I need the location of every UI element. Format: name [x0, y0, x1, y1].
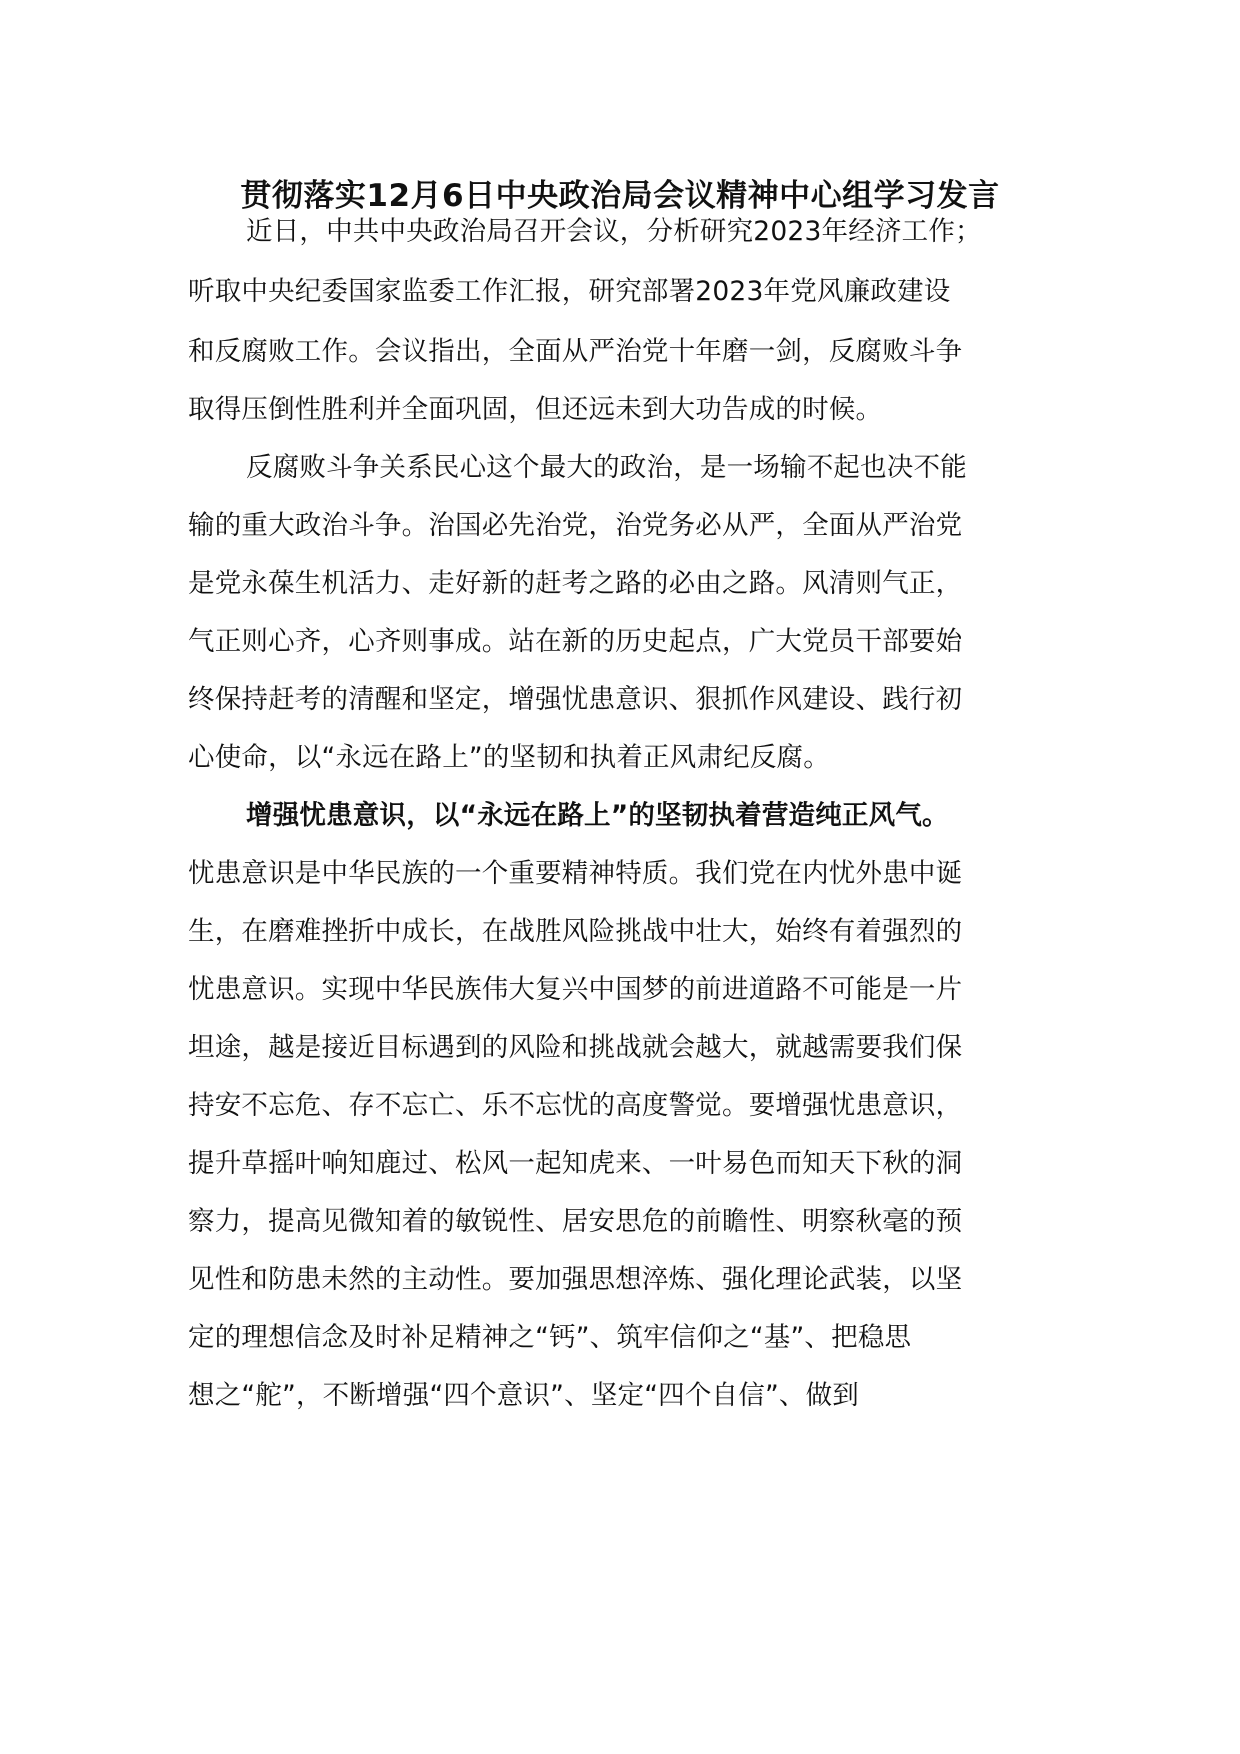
paragraph-line: 提升草摇叶响知鹿过、松风一起知虎来、一叶易色而知天下秋的洞	[188, 1148, 963, 1179]
paragraph-line: 忧患意识。实现中华民族伟大复兴中国梦的前进道路不可能是一片	[188, 974, 963, 1005]
paragraph-line: 是党永葆生机活力、走好新的赶考之路的必由之路。风清则气正，	[188, 568, 963, 599]
paragraph-line: 气正则心齐，心齐则事成。站在新的历史起点，广大党员干部要始	[188, 626, 963, 657]
paragraph-line: 听取中央纪委国家监委工作汇报，研究部署2023年党风廉政建设	[188, 276, 951, 307]
paragraph-line: 想之“舵”，不断增强“四个意识”、坚定“四个自信”、做到	[188, 1380, 859, 1411]
paragraph-line: 取得压倒性胜利并全面巩固，但还远未到大功告成的时候。	[188, 394, 883, 425]
section-heading	[246, 796, 1146, 836]
section-heading-text: 增强忧患意识，以“永远在路上”的坚韧执着营造纯正风气。	[246, 800, 949, 831]
paragraph-line: 持安不忘危、存不忘亡、乐不忘忧的高度警觉。要增强忧患意识，	[188, 1090, 963, 1121]
paragraph-line: 定的理想信念及时补足精神之“钙”、筑牢信仰之“基”、把稳思	[188, 1322, 912, 1353]
paragraph-line: 心使命，以“永远在路上”的坚韧和执着正风肃纪反腐。	[188, 742, 830, 773]
paragraph-line: 忧患意识是中华民族的一个重要精神特质。我们党在内忧外患中诞	[188, 858, 963, 889]
paragraph-line: 反腐败斗争关系民心这个最大的政治，是一场输不起也决不能	[246, 452, 967, 483]
paragraph-line: 和反腐败工作。会议指出，全面从严治党十年磨一剑，反腐败斗争	[188, 336, 963, 367]
paragraph-line: 察力，提高见微知着的敏锐性、居安思危的前瞻性、明察秋毫的预	[188, 1206, 963, 1237]
paragraph-line: 终保持赶考的清醒和坚定，增强忧患意识、狠抓作风建设、践行初	[188, 684, 963, 715]
paragraph-line: 近日，中共中央政治局召开会议，分析研究2023年经济工作；	[246, 216, 982, 247]
paragraph-line: 见性和防患未然的主动性。要加强思想淬炼、强化理论武装，以坚	[188, 1264, 963, 1295]
paragraph-line: 输的重大政治斗争。治国必先治党，治党务必从严，全面从严治党	[188, 510, 963, 541]
paragraph-line: 生，在磨难挫折中成长，在战胜风险挑战中壮大，始终有着强烈的	[188, 916, 963, 947]
document-title: 贯彻落实12月6日中央政治局会议精神中心组学习发言	[240, 178, 1000, 214]
paragraph-line: 坦途，越是接近目标遇到的风险和挑战就会越大，就越需要我们保	[188, 1032, 963, 1063]
